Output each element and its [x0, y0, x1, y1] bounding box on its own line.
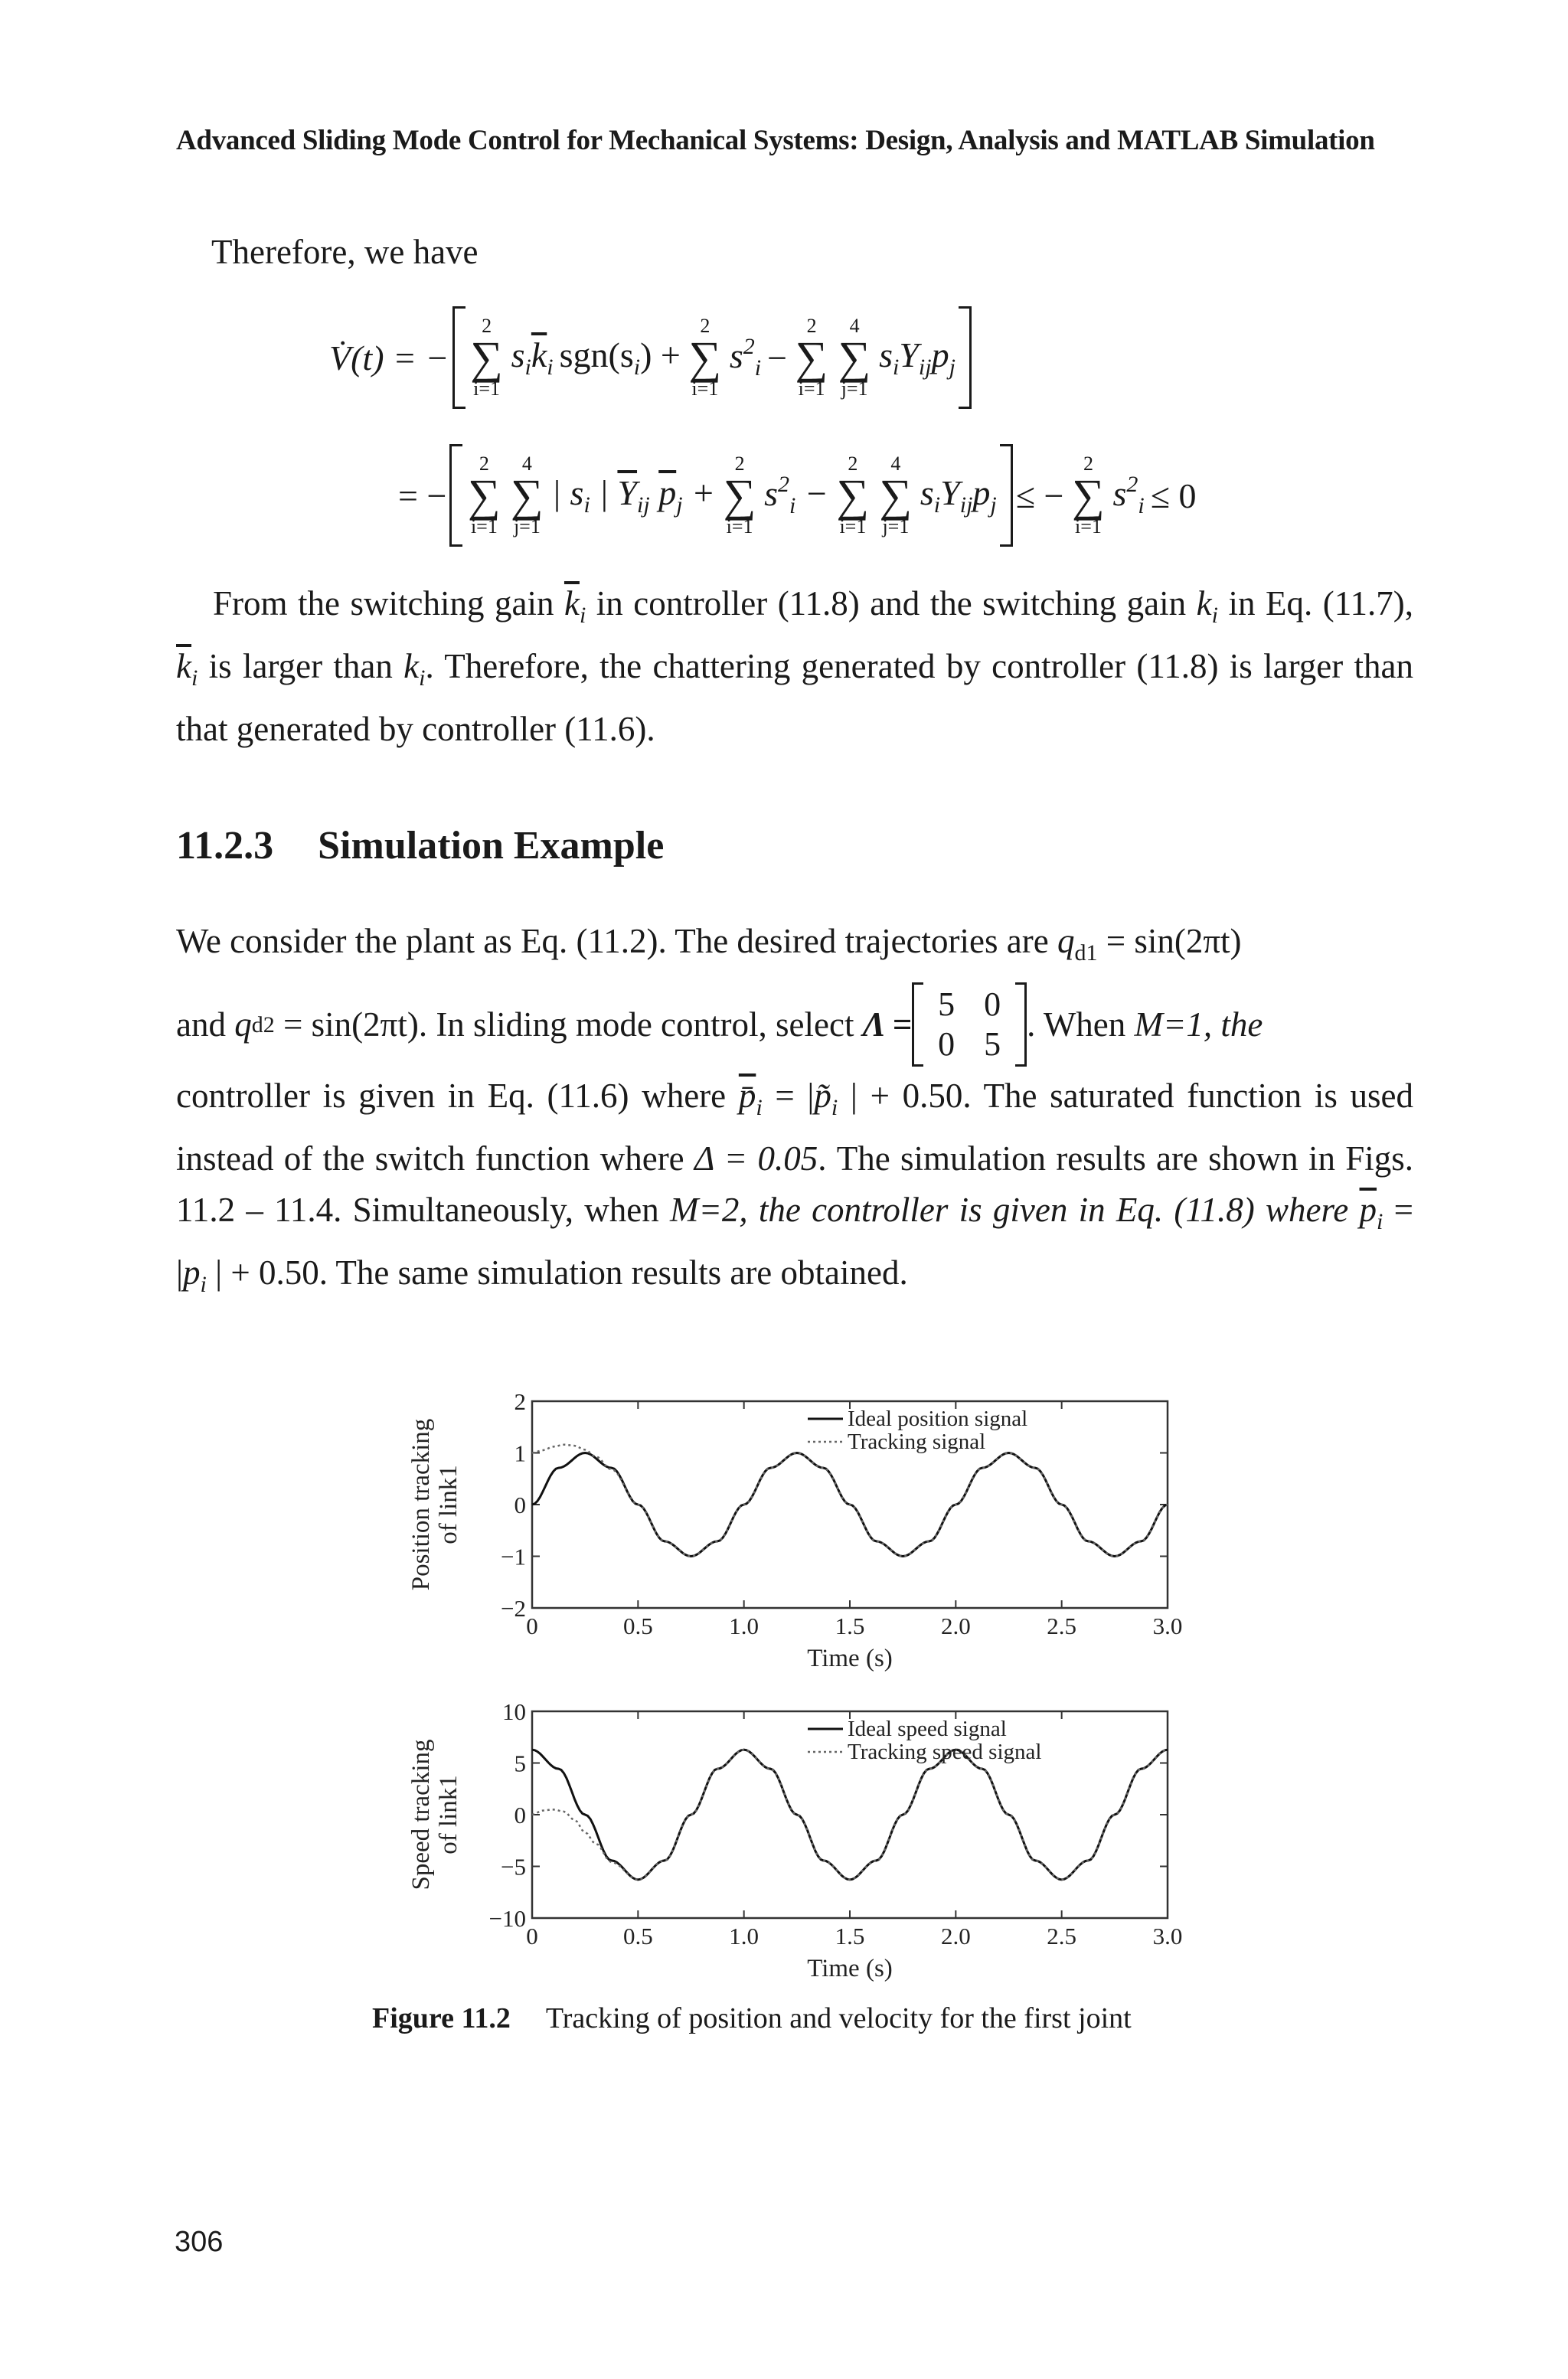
- x-tick-label: 1.5: [835, 1613, 865, 1639]
- x-tick-label: 3.0: [1152, 1923, 1183, 1949]
- y-tick-label: −2: [501, 1595, 526, 1622]
- section-title: Simulation Example: [318, 824, 665, 868]
- x-tick-label: 0.5: [622, 1613, 653, 1639]
- x-tick-label: 2.0: [940, 1613, 971, 1639]
- y-tick-label: −1: [501, 1543, 526, 1570]
- legend-entry: Tracking signal: [848, 1430, 986, 1454]
- intro-text: Therefore, we have: [211, 233, 479, 271]
- x-axis-label: Time (s): [807, 1955, 893, 1982]
- section-heading: [176, 823, 664, 868]
- y-tick-label: 10: [502, 1698, 526, 1725]
- figure-label: Figure 11.2: [372, 2002, 511, 2034]
- x-tick-label: 2.0: [940, 1923, 971, 1949]
- term-s-squared: $s^2_i$: [729, 334, 762, 381]
- bracket-right: [1000, 444, 1013, 547]
- y-tick-label: 2: [514, 1388, 526, 1415]
- y-axis-label: Position tracking: [407, 1418, 435, 1591]
- y-tick-label: −5: [501, 1853, 526, 1881]
- legend-entry: Ideal position signal: [848, 1407, 1028, 1431]
- sum-symbol: 2 ∑ i=1: [470, 315, 503, 400]
- series-line-ideal: [532, 1750, 1168, 1880]
- x-tick-label: 1.5: [835, 1923, 865, 1949]
- equation-line-1: [326, 306, 972, 409]
- bracket-left: [452, 306, 466, 409]
- x-tick-label: 2.5: [1047, 1923, 1077, 1949]
- term-abs-s: | $s_i$ | $\overline{Y}_{ij}$ $\overline{p}_j$ +: [551, 473, 716, 518]
- x-tick-label: 0: [526, 1613, 538, 1639]
- x-tick-label: 2.5: [1047, 1613, 1077, 1639]
- sum-symbol: 2 ∑ i=1: [688, 315, 722, 400]
- x-tick-label: 1.0: [729, 1923, 760, 1949]
- legend-entry: Ideal speed signal: [848, 1717, 1007, 1741]
- y-axis-label: of link1: [435, 1775, 462, 1855]
- sum-symbol: 2 ∑ i=1: [836, 453, 870, 538]
- figure-caption-text: Tracking of position and velocity for the first joint: [545, 2002, 1132, 2034]
- position-tracking-chart: [406, 1386, 1187, 1677]
- paragraph-switching-gain: From the switching gain $\overline{k}_i$ in controller (11.8) and the switching gain $k_i$ in Eq. (11.7), $\overline{k}_i$ is larger than $k_i$. Therefore, the chattering generated by controller (11.8) is larger than that generated by controller (11.6).: [176, 584, 1414, 748]
- lambda-matrix: 5 0 0 5: [912, 982, 1027, 1067]
- paragraph-simulation: We consider the plant as Eq. (11.2). The desired trajectories are $q_{d1} = \sin(2\pi t)$ and q d2 = sin(2πt). In sliding mode control, select Λ = 5 0 0 5 . When M=1, the controller is given in Eq. (11.6) where $p̄_i$ = $|p̃_i$ | + 0.50. The saturated function is used instead of the switch function where Δ = 0.05. The simulation results are shown in Figs. 11.2 – 11.4. Simultaneously, when M=2, the controller is given in Eq. (11.8) where $\overline{p}_i = |p_i$ | + 0.50. The same simulation results are obtained.: [176, 922, 1414, 1297]
- minus-sign: −: [767, 338, 788, 377]
- running-header: Advanced Sliding Mode Control for Mechanical Systems: Design, Analysis and MATLAB Simulation: [176, 125, 1375, 156]
- y-axis-label: of link1: [435, 1465, 462, 1544]
- sum-symbol: 2 ∑ i=1: [1072, 453, 1105, 538]
- term-s-squared: $s^2_i$ −: [764, 472, 828, 518]
- page-number: 306: [175, 2226, 224, 2258]
- inequality-zero: ≤ 0: [1150, 475, 1197, 515]
- sum-symbol: 4 ∑ j=1: [838, 315, 871, 400]
- y-tick-label: 0: [514, 1802, 526, 1828]
- sum-symbol: 2 ∑ i=1: [723, 453, 756, 538]
- term-sYp: $s_iY_{ij}p_j$: [920, 473, 997, 518]
- y-tick-label: −10: [488, 1905, 526, 1932]
- bracket-right: [959, 306, 972, 409]
- y-tick-label: 1: [514, 1439, 526, 1467]
- y-tick-label: 5: [514, 1750, 526, 1777]
- x-tick-label: 3.0: [1152, 1613, 1183, 1639]
- inequality: ≤ −: [1015, 475, 1064, 515]
- sum-symbol: 4 ∑ j=1: [511, 453, 544, 538]
- figure-caption: [372, 2002, 1132, 2035]
- term-sYp: $s_iY_{ij}p_j$: [879, 335, 956, 380]
- section-number: 11.2.3: [176, 824, 274, 868]
- legend-entry: Tracking speed signal: [848, 1740, 1042, 1764]
- bracket-left: [449, 444, 462, 547]
- x-tick-label: 1.0: [729, 1613, 760, 1639]
- sum-symbol: 4 ∑ j=1: [879, 453, 913, 538]
- equation-lhs: V̇(t) = −: [329, 338, 449, 377]
- term-s: $s_i\overline{k}_i$: [511, 335, 554, 380]
- x-tick-label: 0.5: [622, 1923, 653, 1949]
- x-tick-label: 0: [526, 1923, 538, 1949]
- term-sgn: $sgn(s_i)$ +: [559, 335, 681, 380]
- equation-line-2: [395, 444, 1199, 547]
- x-axis-label: Time (s): [807, 1645, 893, 1672]
- y-axis-label: Speed tracking: [407, 1739, 435, 1890]
- term-s-squared: $s^2_i$: [1112, 472, 1145, 518]
- series-line-tracking: [532, 1750, 1168, 1880]
- series-line-tracking: [532, 1445, 1168, 1557]
- sum-symbol: 2 ∑ i=1: [795, 315, 828, 400]
- y-tick-label: 0: [514, 1492, 526, 1518]
- speed-tracking-chart: [406, 1696, 1187, 1987]
- equation-equals: = −: [398, 475, 447, 515]
- sum-symbol: 2 ∑ i=1: [468, 453, 501, 538]
